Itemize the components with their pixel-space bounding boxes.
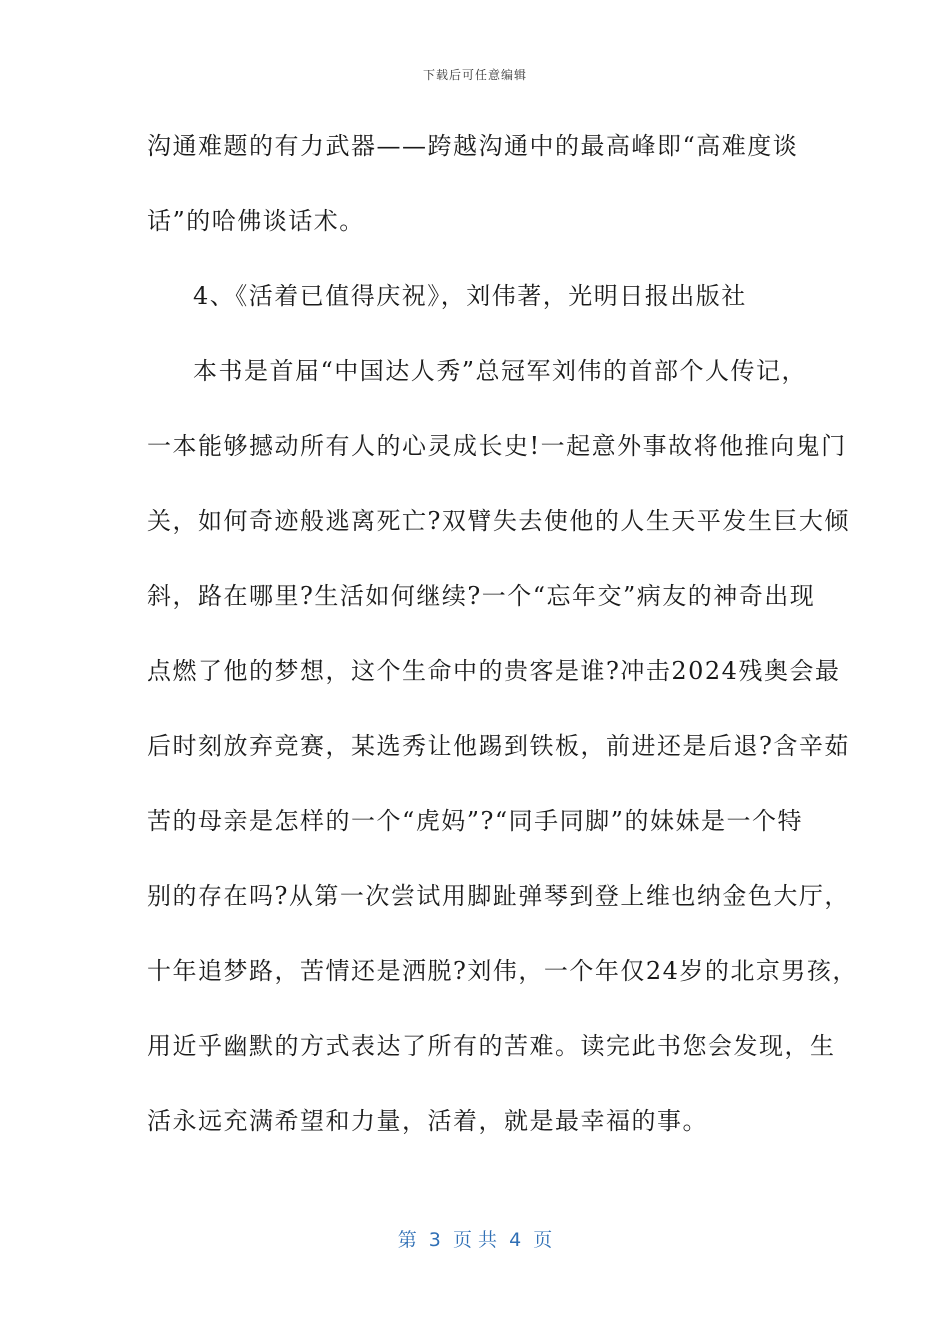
body-line-14: 活永远充满希望和力量，活着，就是最幸福的事。 — [147, 1107, 708, 1135]
page-number: 第 3 页 共 4 页 — [397, 1229, 553, 1251]
header-note: 下载后可任意编辑 — [422, 68, 527, 82]
body-line-9: 后时刻放弃竞赛，某选秀让他踢到铁板，前进还是后退?含辛茹 — [147, 732, 850, 760]
body-line-11: 别的存在吗?从第一次尝试用脚趾弹琴到登上维也纳金色大厅， — [147, 882, 850, 910]
body-line-8: 点燃了他的梦想，这个生命中的贵客是谁?冲击2024残奥会最 — [147, 657, 841, 685]
body-line-7: 斜，路在哪里?生活如何继续?一个“忘年交”病友的神奇出现 — [147, 582, 816, 610]
list-item-heading: 4、《活着已值得庆祝》，刘伟著，光明日报出版社 — [193, 282, 747, 310]
body-line-2: 话”的哈佛谈话术。 — [147, 207, 365, 235]
body-line-13: 用近乎幽默的方式表达了所有的苦难。读完此书您会发现，生 — [147, 1032, 836, 1060]
body-line-6: 关，如何奇迹般逃离死亡?双臂失去使他的人生天平发生巨大倾 — [147, 507, 850, 535]
body-line-4: 本书是首届“中国达人秀”总冠军刘伟的首部个人传记， — [193, 357, 808, 385]
body-line-12: 十年追梦路，苦情还是洒脱?刘伟，一个年仅24岁的北京男孩， — [147, 957, 858, 985]
body-line-5: 一本能够撼动所有人的心灵成长史!一起意外事故将他推向鬼门 — [147, 432, 847, 460]
body-line-10: 苦的母亲是怎样的一个“虎妈”?“同手同脚”的妹妹是一个特 — [147, 807, 803, 835]
body-line-1: 沟通难题的有力武器——跨越沟通中的最高峰即“高难度谈 — [147, 132, 799, 160]
